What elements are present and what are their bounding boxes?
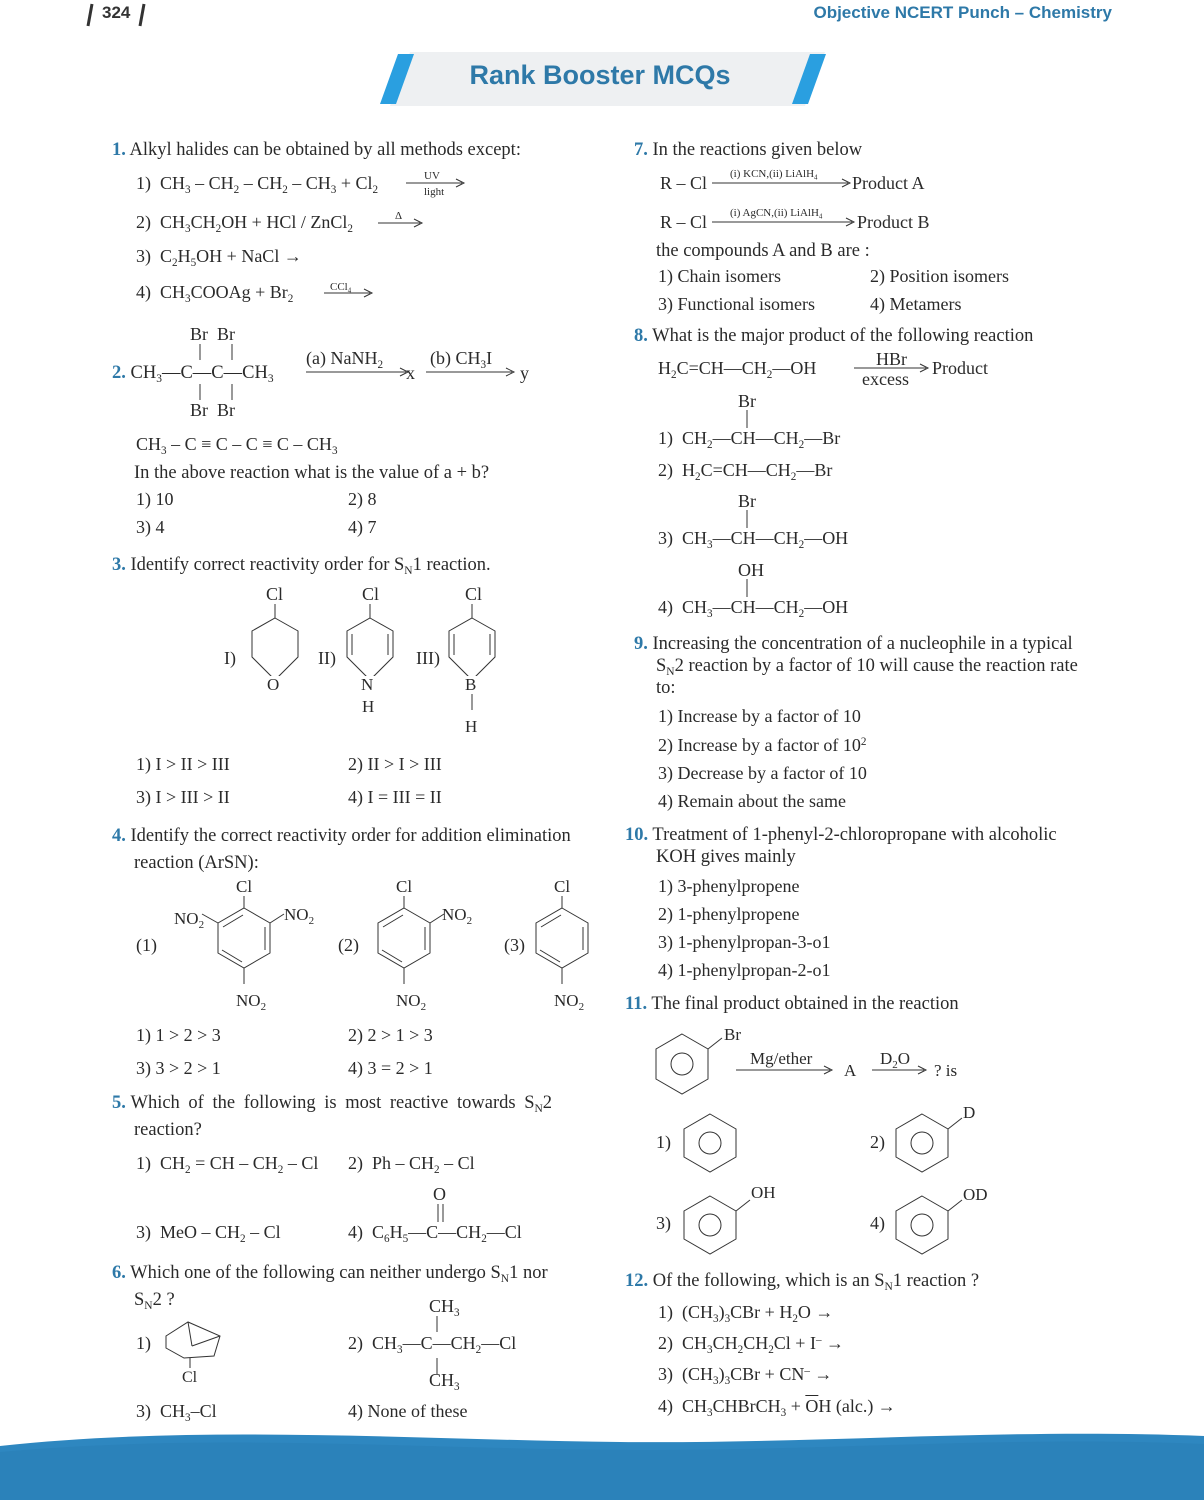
question-7 [634, 140, 862, 161]
light-label: light [424, 186, 445, 198]
question-11 [625, 994, 959, 1015]
q10-option-1: 1) 3-phenylpropene [658, 876, 800, 896]
q1-option-3: 3) $C_2H_5OH$ + NaCl → [136, 246, 302, 269]
q10-option-2: 2) 1-phenylpropene [658, 904, 800, 924]
q2-br-top: Br Br [190, 324, 235, 344]
structure-label: (1) [136, 935, 157, 955]
question-3: 3. Identify correct reactivity order for $S_N1$ reaction. [112, 555, 491, 577]
nitro-label: $NO_2$ [554, 991, 585, 1013]
q3-option-2: 2) II > I > III [348, 754, 442, 774]
q6-option-1: 1) [136, 1333, 151, 1353]
nitrogen-label: N [361, 675, 374, 694]
option-label: 2) [136, 212, 151, 232]
chlorine-label: Cl [396, 877, 413, 896]
product-label: Product [932, 358, 988, 378]
reaction-arrow [424, 365, 520, 379]
question-text: Identify correct reactivity order for S [130, 555, 405, 575]
question-mark-label: ? is [934, 1061, 958, 1080]
question-text: The final product obtained in the reaction [651, 994, 959, 1014]
q11-option-1: 1) [656, 1132, 671, 1152]
option-label: 1) [136, 173, 151, 193]
ring-label: II) [318, 648, 336, 668]
q4-option-2: 2) 2 > 1 > 3 [348, 1025, 433, 1045]
q9-option-2: 2) Increase by a factor of $10^2$ [658, 735, 867, 755]
nitro-label: $NO_2$ [284, 905, 315, 927]
q12-option-1: 1) $(CH_3)_3CBr + H_2O$ → [658, 1302, 834, 1325]
question-text-line-3: to: [656, 678, 676, 698]
q7-reactant-b: R – Cl [660, 212, 708, 232]
q1-option-4: 4) $CH_3COOAg + Br_2$ [136, 282, 294, 305]
question-5: 5. Which of the following is most reactive towards $S_N2$ [112, 1093, 553, 1115]
q4-ring-structures [130, 874, 600, 1014]
question-number: 3. [112, 555, 126, 575]
question-8 [634, 326, 1033, 347]
q3-ring-structures [210, 582, 520, 742]
question-9 [634, 634, 1073, 655]
question-text-line-2: reaction? [134, 1120, 202, 1140]
q5-option-4: 4) $C_6H_5—C—CH_2—Cl$ [348, 1222, 522, 1245]
product-b: Product B [857, 212, 930, 232]
q9-option-4: 4) Remain about the same [658, 791, 846, 811]
question-text: Identify the correct reactivity order for addition elimination [130, 826, 571, 846]
product-x: x [406, 363, 415, 383]
ring-label: I) [224, 648, 236, 668]
q8-option-2: 2) $H_2C=CH—CH_2—Br$ [658, 460, 833, 483]
q10-option-4: 4) 1-phenylpropan-2-o1 [658, 960, 831, 980]
q2-option-4: 4) 7 [348, 517, 377, 537]
option-label: 4) [136, 282, 151, 302]
q5-option-2: 2) Ph – $CH_2$ – Cl [348, 1153, 475, 1176]
book-title: Objective NCERT Punch – Chemistry [813, 3, 1112, 22]
chlorine-label: Cl [465, 584, 483, 604]
reagent-label: Mg/ether [750, 1049, 813, 1068]
question-text: Of the following, which is an S [652, 1271, 885, 1291]
nitro-label: $NO_2$ [442, 905, 473, 927]
hydroxyl-label: OH [738, 560, 764, 580]
question-6: 6. Which one of the following can neither undergo $S_N1$ nor [112, 1263, 548, 1285]
question-text-line-2: KOH gives mainly [656, 847, 796, 867]
q5-option-1: 1) $CH_2$ = CH – $CH_2$ – Cl [136, 1153, 319, 1176]
question-number: 7. [634, 140, 648, 160]
reaction-arrow [710, 176, 856, 190]
question-number: 10. [625, 825, 649, 845]
q4-option-1: 1) 1 > 2 > 3 [136, 1025, 221, 1045]
q11-option-3: 3) [656, 1213, 671, 1233]
q2-compound: $CH_3 - C \equiv C - C \equiv C - CH_3$ [136, 434, 338, 457]
question-12: 12. Of the following, which is an $S_N1$ reaction ? [625, 1271, 980, 1293]
reaction-arrow [322, 286, 376, 300]
question-text: In the reactions given below [652, 140, 863, 160]
q7-reactant-a: R – Cl [660, 173, 708, 193]
q11-reaction-scheme [650, 1020, 1000, 1096]
reaction-arrow [710, 215, 860, 229]
question-number: 12. [625, 1271, 649, 1291]
q9-option-3: 3) Decrease by a factor of 10 [658, 763, 867, 783]
q5-option-3: 3) MeO – $CH_2$ – Cl [136, 1222, 281, 1245]
q3-option-3: 3) I > III > II [136, 787, 230, 807]
phenol-ring [680, 1180, 790, 1260]
question-text-line-2: $S_N2$ ? [134, 1290, 175, 1312]
oxygen-label: O [267, 675, 280, 694]
nitro-label: $NO_2$ [236, 991, 267, 1013]
question-text: Which one of the following can neither undergo S [130, 1263, 501, 1283]
hydrogen-label: H [362, 697, 375, 716]
q11-option-2: 2) [870, 1132, 885, 1152]
methyl-bottom: $CH_3$ [429, 1370, 460, 1393]
q12-option-3: 3) $(CH_3)_3CBr + CN^-$ → [658, 1364, 833, 1387]
q7-option-1: 1) Chain isomers [658, 266, 781, 286]
bicyclic-structure [158, 1314, 228, 1384]
question-number: 4. [112, 826, 126, 846]
vertical-bond [742, 410, 754, 430]
question-number: 9. [634, 634, 648, 654]
q4-option-3: 3) 3 > 2 > 1 [136, 1058, 221, 1078]
q6-option-4: 4) None of these [348, 1401, 468, 1421]
footer-wave [0, 1420, 1204, 1500]
ccl4-label: CCl$_4$ [330, 281, 352, 295]
question-text: In the above reaction what is the value of a + b? [134, 463, 490, 483]
structure-label: (3) [504, 935, 525, 955]
q3-option-4: 4) I = III = II [348, 787, 442, 807]
q12-option-2: 2) $CH_3CH_2CH_2Cl + I^-$ → [658, 1333, 845, 1356]
question-4 [112, 826, 571, 847]
q7-option-2: 2) Position isomers [870, 266, 1010, 286]
q11-option-4: 4) [870, 1213, 885, 1233]
deuteroxy-label: OD [963, 1185, 988, 1204]
q2-option-3: 3) 4 [136, 517, 165, 537]
page-number: 324 [102, 3, 131, 22]
ring-label: III) [416, 648, 440, 668]
benzene-ring [680, 1110, 740, 1176]
bromine-label: Br [738, 391, 756, 411]
q7-option-3: 3) Functional isomers [658, 294, 815, 314]
uv-label: UV [424, 170, 440, 182]
banner-title: Rank Booster MCQs [469, 60, 731, 90]
q8-option-1: 1) $CH_2—CH—CH_2—Br$ [658, 428, 841, 451]
hydroxyl-label: OH [751, 1183, 776, 1202]
product-a: Product A [852, 173, 925, 193]
q12-option-4: 4) $CH_3CHBrCH_3 + \overline{O}H$ (alc.) → [658, 1396, 896, 1419]
question-number: 8. [634, 326, 648, 346]
question-text: Which of the following is most reactive towards S [130, 1093, 535, 1113]
reaction-arrow [376, 216, 426, 230]
question-number: 1. [112, 140, 126, 160]
question-text: Alkyl halides can be obtained by all methods except: [129, 140, 521, 160]
hydrogen-label: H [465, 717, 478, 736]
question-text-line-2: the compounds A and B are : [656, 241, 870, 261]
q7-reagent-b: (i) AgCN,(ii) LiAlH$_4$ [730, 207, 823, 221]
question-text: Increasing the concentration of a nucleophile in a typical [652, 634, 1073, 654]
q2-structure: 2. $CH_3—C—C—CH_3$ [112, 363, 274, 385]
question-text-line-2: reaction (ArSN): [134, 853, 259, 873]
methyl-top: $CH_3$ [429, 1296, 460, 1319]
q7-reagent-a: (i) KCN,(ii) LiAlH$_4$ [730, 168, 818, 182]
q1-option-2: 2) $CH_3CH_2OH$ + HCl / ZnCl$_2$ [136, 212, 353, 235]
boron-label: B [465, 675, 477, 694]
structure-label: (2) [338, 935, 359, 955]
intermediate-label: A [844, 1061, 857, 1080]
vertical-bond [742, 510, 754, 530]
q8-reactant: $H_2C=CH—CH_2—OH$ [658, 358, 817, 381]
reagent-label: $D_2O$ [880, 1049, 911, 1071]
chlorine-label: Cl [266, 584, 284, 604]
question-number: 5. [112, 1093, 126, 1113]
q7-option-4: 4) Metamers [870, 294, 962, 314]
q1-option-1: 1) $CH_3 - CH_2 - CH_2 - CH_3 + Cl_2$ [136, 173, 379, 196]
delta-label: Δ [395, 210, 403, 222]
chlorine-label: Cl [182, 1369, 198, 1384]
question-text: Treatment of 1-phenyl-2-chloropropane with alcoholic [652, 825, 1057, 845]
nitro-label: $NO_2$ [396, 991, 427, 1013]
question-number: 2. [112, 363, 126, 383]
hbr-label: HBr [876, 349, 907, 369]
q9-option-1: 1) Increase by a factor of 10 [658, 706, 861, 726]
option-label: 3) [136, 246, 151, 266]
question-number: 6. [112, 1263, 126, 1283]
q2-option-2: 2) 8 [348, 489, 377, 509]
deuterobenzene-ring [892, 1098, 982, 1178]
nitro-label: $NO_2$ [174, 909, 205, 931]
q4-option-4: 4) 3 = 2 > 1 [348, 1058, 433, 1078]
q8-option-3: 3) $CH_3—CH—CH_2—OH$ [658, 528, 849, 551]
q3-option-1: 1) I > II > III [136, 754, 230, 774]
chlorine-label: Cl [236, 877, 253, 896]
q2-option-1: 1) 10 [136, 489, 174, 509]
product-y: y [520, 363, 529, 383]
bromine-label: Br [738, 491, 756, 511]
q6-option-3: 3) $CH_3-Cl$ [136, 1401, 217, 1424]
q10-option-3: 3) 1-phenylpropan-3-o1 [658, 932, 831, 952]
double-bond [434, 1204, 448, 1224]
question-text: What is the major product of the following reaction [652, 326, 1034, 346]
chlorine-label: Cl [554, 877, 571, 896]
bromine-label: Br [724, 1025, 741, 1044]
deuterium-label: D [963, 1103, 976, 1122]
q6-option-2: 2) $CH_3—C—CH_2—Cl$ [348, 1333, 517, 1356]
question-text-line-2: $S_N2$ reaction by a factor of 10 will cause the reaction rate [656, 656, 1078, 678]
question-number: 11. [625, 994, 648, 1014]
question-10 [625, 825, 1057, 846]
excess-label: excess [862, 369, 909, 389]
vertical-bond [742, 579, 754, 599]
reaction-arrow [304, 365, 414, 379]
reagent-a: (a) NaNH$_2$ [306, 348, 384, 371]
q8-option-4: 4) $CH_3—CH—CH_2—OH$ [658, 597, 849, 620]
deuteroxy-benzene-ring [892, 1180, 1002, 1260]
chlorine-label: Cl [362, 584, 380, 604]
carbonyl-oxygen: O [433, 1184, 446, 1204]
q2-br-bottom: Br Br [190, 400, 235, 420]
reagent-b: (b) $CH_3I$ [430, 348, 493, 371]
question-1 [112, 140, 521, 161]
